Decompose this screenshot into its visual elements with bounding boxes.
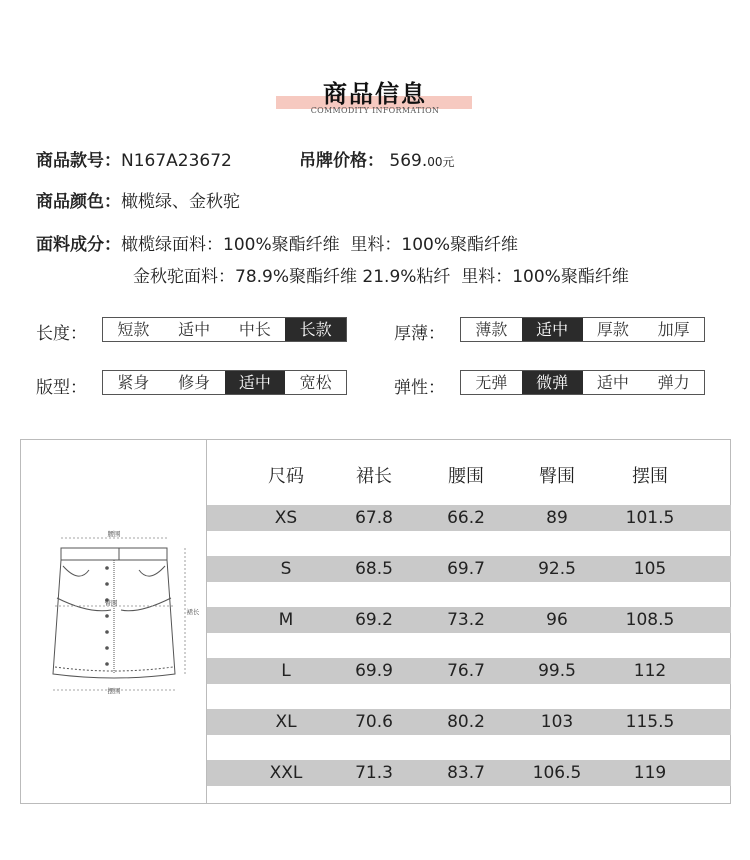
elasticity-option[interactable]: 无弹 bbox=[475, 373, 508, 392]
thickness-label: 厚薄： bbox=[394, 324, 445, 344]
price-decimals: 00元 bbox=[427, 155, 455, 169]
size-cell: S bbox=[280, 559, 292, 579]
price-label: 吊牌价格： bbox=[299, 151, 384, 171]
hem-cell: 101.5 bbox=[625, 508, 675, 528]
hem-cell: 108.5 bbox=[625, 610, 675, 630]
length-cell: 68.5 bbox=[355, 559, 393, 579]
size-cell: XXL bbox=[269, 763, 303, 783]
length-option[interactable]: 中长 bbox=[238, 320, 271, 339]
fabric-line-2 bbox=[133, 262, 629, 287]
elasticity-label: 弹性： bbox=[394, 378, 445, 398]
length-cell: 67.8 bbox=[355, 508, 393, 528]
thickness-option[interactable]: 薄款 bbox=[475, 320, 508, 339]
table-row bbox=[207, 556, 731, 582]
fit-option[interactable]: 紧身 bbox=[117, 373, 150, 392]
table-row bbox=[207, 607, 731, 633]
waist-cell: 69.7 bbox=[447, 559, 485, 579]
hem-label: 摆围 bbox=[107, 687, 121, 695]
hem-cell: 119 bbox=[633, 763, 667, 783]
length-selector bbox=[102, 317, 347, 342]
elasticity-option[interactable]: 弹力 bbox=[657, 373, 690, 392]
elasticity-option[interactable]: 微弹 bbox=[522, 371, 583, 394]
thickness-option[interactable]: 适中 bbox=[522, 318, 583, 341]
hip-cell: 99.5 bbox=[538, 661, 576, 681]
size-cell: XS bbox=[274, 508, 298, 528]
length-dim-label: 裙长 bbox=[186, 608, 199, 616]
price-line bbox=[299, 146, 455, 171]
thickness-option[interactable]: 厚款 bbox=[596, 320, 629, 339]
hip-cell: 89 bbox=[546, 508, 568, 528]
length-cell: 69.2 bbox=[355, 610, 393, 630]
waist-cell: 83.7 bbox=[447, 763, 485, 783]
fit-selector bbox=[102, 370, 347, 395]
waist-cell: 66.2 bbox=[447, 508, 485, 528]
fabric-label: 面料成分： bbox=[36, 235, 121, 255]
section-title: 商品信息 bbox=[323, 80, 427, 108]
table-row bbox=[207, 709, 731, 735]
section-subtitle: COMMODITY INFORMATION bbox=[310, 106, 440, 115]
hem-header: 摆围 bbox=[632, 466, 668, 487]
style-number-line bbox=[36, 146, 232, 171]
waist-header: 腰围 bbox=[448, 466, 484, 487]
table-row bbox=[207, 760, 731, 786]
hem-cell: 105 bbox=[633, 559, 667, 579]
fit-label: 版型： bbox=[36, 378, 87, 398]
size-table-header bbox=[207, 462, 731, 486]
thickness-selector bbox=[460, 317, 705, 342]
hip-header: 臀围 bbox=[539, 466, 575, 487]
skirt-measurement-diagram bbox=[49, 524, 199, 704]
waist-label: 腰围 bbox=[107, 530, 121, 538]
size-cell: L bbox=[281, 661, 291, 681]
hip-label: 臀围 bbox=[104, 599, 118, 607]
color-line bbox=[36, 187, 240, 212]
table-row bbox=[207, 505, 731, 531]
fabric-value-1: 橄榄绿面料：100%聚酯纤维 里料：100%聚酯纤维 bbox=[121, 235, 519, 255]
hip-cell: 106.5 bbox=[532, 763, 582, 783]
fit-option[interactable]: 宽松 bbox=[299, 373, 332, 392]
fit-option[interactable]: 适中 bbox=[225, 371, 286, 394]
size-cell: XL bbox=[275, 712, 297, 732]
length-cell: 70.6 bbox=[355, 712, 393, 732]
thickness-option[interactable]: 加厚 bbox=[657, 320, 690, 339]
fit-option[interactable]: 修身 bbox=[178, 373, 211, 392]
hem-cell: 112 bbox=[633, 661, 667, 681]
table-row bbox=[207, 658, 731, 684]
length-label: 长度： bbox=[36, 324, 87, 344]
length-option[interactable]: 短款 bbox=[117, 320, 150, 339]
style-number-label: 商品款号： bbox=[36, 151, 121, 171]
length-cell: 71.3 bbox=[355, 763, 393, 783]
size-table bbox=[20, 439, 731, 804]
hip-cell: 96 bbox=[546, 610, 568, 630]
length-header: 裙长 bbox=[356, 466, 392, 487]
section-header bbox=[0, 66, 750, 126]
style-number-value: N167A23672 bbox=[121, 151, 232, 171]
hip-cell: 103 bbox=[540, 712, 574, 732]
color-label: 商品颜色： bbox=[36, 192, 121, 212]
fabric-value-2: 金秋驼面料：78.9%聚酯纤维 21.9%粘纤 里料：100%聚酯纤维 bbox=[133, 267, 629, 287]
length-option[interactable]: 适中 bbox=[178, 320, 211, 339]
length-option[interactable]: 长款 bbox=[285, 318, 346, 341]
elasticity-selector bbox=[460, 370, 705, 395]
hem-cell: 115.5 bbox=[625, 712, 675, 732]
size-cell: M bbox=[278, 610, 294, 630]
fabric-line-1 bbox=[36, 230, 518, 255]
size-header: 尺码 bbox=[268, 466, 304, 487]
price-value: 569. bbox=[389, 151, 428, 171]
waist-cell: 76.7 bbox=[447, 661, 485, 681]
length-cell: 69.9 bbox=[355, 661, 393, 681]
waist-cell: 73.2 bbox=[447, 610, 485, 630]
waist-cell: 80.2 bbox=[447, 712, 485, 732]
hip-cell: 92.5 bbox=[538, 559, 576, 579]
elasticity-option[interactable]: 适中 bbox=[596, 373, 629, 392]
color-value: 橄榄绿、金秋驼 bbox=[121, 192, 240, 212]
